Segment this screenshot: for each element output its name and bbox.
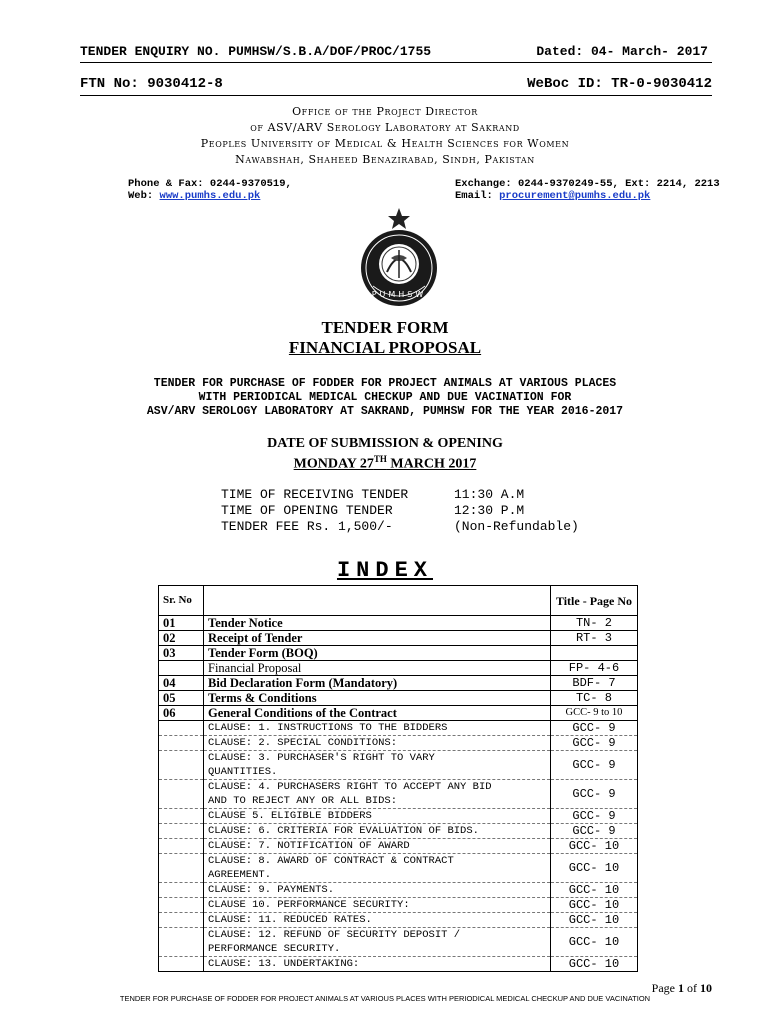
row-title: CLAUSE: 6. CRITERIA FOR EVALUATION OF BIDS. [204, 824, 551, 839]
row-title: CLAUSE: 13. UNDERTAKING: [204, 957, 551, 972]
row-sr [159, 736, 204, 751]
row-sr [159, 839, 204, 854]
table-row [159, 676, 638, 691]
row-page: GCC- 10 [551, 957, 638, 972]
row-title: Receipt of Tender [204, 631, 551, 646]
table-row [159, 898, 638, 913]
date-line [0, 454, 770, 473]
row-page: GCC- 10 [551, 839, 638, 854]
row-sr [159, 883, 204, 898]
table-row [159, 928, 638, 957]
date-suffix: TH [373, 454, 387, 464]
row-title: CLAUSE 5. ELIGIBLE BIDDERS [204, 809, 551, 824]
row-sr [159, 751, 204, 780]
table-row [159, 736, 638, 751]
row-sr [159, 898, 204, 913]
subject-line-1: TENDER FOR PURCHASE OF FODDER FOR PROJECT ANIMALS AT VARIOUS PLACES [153, 377, 617, 390]
exchange-number: Exchange: 0244-9370249-55, Ext: 2214, 2213 [455, 178, 720, 190]
row-title: CLAUSE: 4. PURCHASERS RIGHT TO ACCEPT ANY BID AND TO REJECT ANY OR ALL BIDS: [204, 780, 551, 809]
table-row [159, 721, 638, 736]
row-sr [159, 913, 204, 928]
seal-text: PUMHSW [371, 290, 427, 299]
tender-fee-label: TENDER FEE Rs. 1,500/- [221, 519, 393, 534]
row-title: Financial Proposal [204, 661, 551, 676]
row-sr: 03 [159, 646, 204, 661]
row-title: CLAUSE 10. PERFORMANCE SECURITY: [204, 898, 551, 913]
row-sr [159, 928, 204, 957]
tender-date: Dated: 04- March- 2017 [536, 44, 708, 59]
row-page: GCC- 9 to 10 [551, 706, 638, 721]
index-table [158, 585, 638, 972]
row-page: GCC- 10 [551, 913, 638, 928]
page-current: 1 [678, 981, 684, 995]
email-link[interactable]: procurement@pumhs.edu.pk [499, 190, 651, 202]
row-title: Tender Form (BOQ) [204, 646, 551, 661]
row-sr [159, 824, 204, 839]
row-sr [159, 661, 204, 676]
ftn-number: FTN No: 9030412-8 [80, 76, 223, 92]
row-title: CLAUSE: 8. AWARD OF CONTRACT & CONTRACT AGREEMENT. [204, 854, 551, 883]
row-page: BDF- 7 [551, 676, 638, 691]
web-label: Web: [128, 190, 154, 202]
table-row [159, 854, 638, 883]
row-page: GCC- 10 [551, 928, 638, 957]
row-sr [159, 957, 204, 972]
row-title: CLAUSE: 2. SPECIAL CONDITIONS: [204, 736, 551, 751]
page-of: of [687, 981, 697, 995]
phone-fax: Phone & Fax: 0244-9370519, [128, 178, 292, 190]
email-label: Email: [455, 190, 493, 202]
row-title: Bid Declaration Form (Mandatory) [204, 676, 551, 691]
table-row [159, 691, 638, 706]
row-sr: 04 [159, 676, 204, 691]
website-link[interactable]: www.pumhs.edu.pk [159, 190, 261, 202]
row-title: CLAUSE: 12. REFUND OF SECURITY DEPOSIT / PERFORMANCE SECURITY. [204, 928, 551, 957]
row-sr: 06 [159, 706, 204, 721]
date-day: MONDAY 27 [293, 456, 374, 472]
footer-text: TENDER FOR PURCHASE OF FODDER FOR PROJECT ANIMALS AT VARIOUS PLACES WITH PERIODICAL MEDICAL CHECKUP AND DUE VACINATION [119, 994, 651, 1003]
page-total: 10 [700, 981, 712, 995]
subject-line-3: ASV/ARV SEROLOGY LABORATORY AT SAKRAND, PUMHSW FOR THE YEAR 2016-2017 [146, 405, 624, 418]
table-row [159, 751, 638, 780]
row-page: GCC- 9 [551, 809, 638, 824]
row-page: TN- 2 [551, 616, 638, 631]
header-title [204, 586, 551, 616]
table-row [159, 706, 638, 721]
row-page: GCC- 10 [551, 898, 638, 913]
office-line-4: Nawabshah, Shaheed Benazirabad, Sindh, Pakistan [235, 153, 535, 166]
office-line-3: Peoples University of Medical & Health Sciences for Women [200, 137, 570, 150]
table-row [159, 616, 638, 631]
row-page: GCC- 9 [551, 824, 638, 839]
row-title: CLAUSE: 7. NOTIFICATION OF AWARD [204, 839, 551, 854]
row-title: Tender Notice [204, 616, 551, 631]
row-page: TC- 8 [551, 691, 638, 706]
page-prefix: Page [651, 981, 675, 995]
time-opening-label: TIME OF OPENING TENDER [221, 503, 393, 518]
row-title: Terms & Conditions [204, 691, 551, 706]
row-page: GCC- 9 [551, 721, 638, 736]
row-title: CLAUSE: 3. PURCHASER'S RIGHT TO VARY QUANTITIES. [204, 751, 551, 780]
university-seal-icon [357, 206, 441, 310]
form-title: TENDER FORM [321, 318, 449, 337]
row-page: FP- 4-6 [551, 661, 638, 676]
row-sr [159, 780, 204, 809]
table-row [159, 957, 638, 972]
row-title: CLAUSE: 1. INSTRUCTIONS TO THE BIDDERS [204, 721, 551, 736]
row-page: GCC- 10 [551, 854, 638, 883]
row-page: GCC- 9 [551, 751, 638, 780]
tender-enquiry-number: TENDER ENQUIRY NO. PUMHSW/S.B.A/DOF/PROC/1755 [80, 44, 432, 59]
office-line-2: of ASV/ARV Serology Laboratory at Sakrand [250, 121, 520, 134]
table-row [159, 913, 638, 928]
row-page: GCC- 9 [551, 736, 638, 751]
time-receiving-value: 11:30 A.M [454, 487, 525, 502]
row-title: General Conditions of the Contract [204, 706, 551, 721]
table-row [159, 883, 638, 898]
table-row [159, 631, 638, 646]
date-heading: DATE OF SUBMISSION & OPENING [267, 436, 503, 451]
table-row [159, 824, 638, 839]
row-sr [159, 854, 204, 883]
row-sr [159, 721, 204, 736]
time-opening-value: 12:30 P.M [454, 503, 525, 518]
row-sr: 02 [159, 631, 204, 646]
header-sr-no: Sr. No [159, 586, 204, 616]
table-row [159, 661, 638, 676]
header-page-no: Title - Page No [551, 586, 638, 616]
row-sr [159, 809, 204, 824]
table-header-row [159, 586, 638, 616]
header-divider [80, 62, 712, 63]
table-row [159, 809, 638, 824]
tender-fee-value: (Non-Refundable) [454, 519, 579, 534]
row-page [551, 646, 638, 661]
row-page: GCC- 10 [551, 883, 638, 898]
table-row [159, 780, 638, 809]
time-receiving-label: TIME OF RECEIVING TENDER [221, 487, 409, 502]
row-title: CLAUSE: 9. PAYMENTS. [204, 883, 551, 898]
office-line-1: Office of the Project Director [292, 105, 478, 118]
row-sr: 05 [159, 691, 204, 706]
form-subtitle: FINANCIAL PROPOSAL [288, 338, 482, 357]
weboc-id: WeBoc ID: TR-0-9030412 [527, 76, 712, 92]
row-page: RT- 3 [551, 631, 638, 646]
website-line [128, 190, 260, 202]
index-title: INDEX [336, 558, 433, 583]
table-row [159, 646, 638, 661]
subject-line-2: WITH PERIODICAL MEDICAL CHECKUP AND DUE VACINATION FOR [198, 391, 572, 404]
row-sr: 01 [159, 616, 204, 631]
table-row [159, 839, 638, 854]
email-line [455, 190, 650, 202]
date-month-year: MARCH 2017 [386, 456, 477, 472]
row-title: CLAUSE: 11. REDUCED RATES. [204, 913, 551, 928]
header-divider [80, 95, 712, 96]
row-page: GCC- 9 [551, 780, 638, 809]
